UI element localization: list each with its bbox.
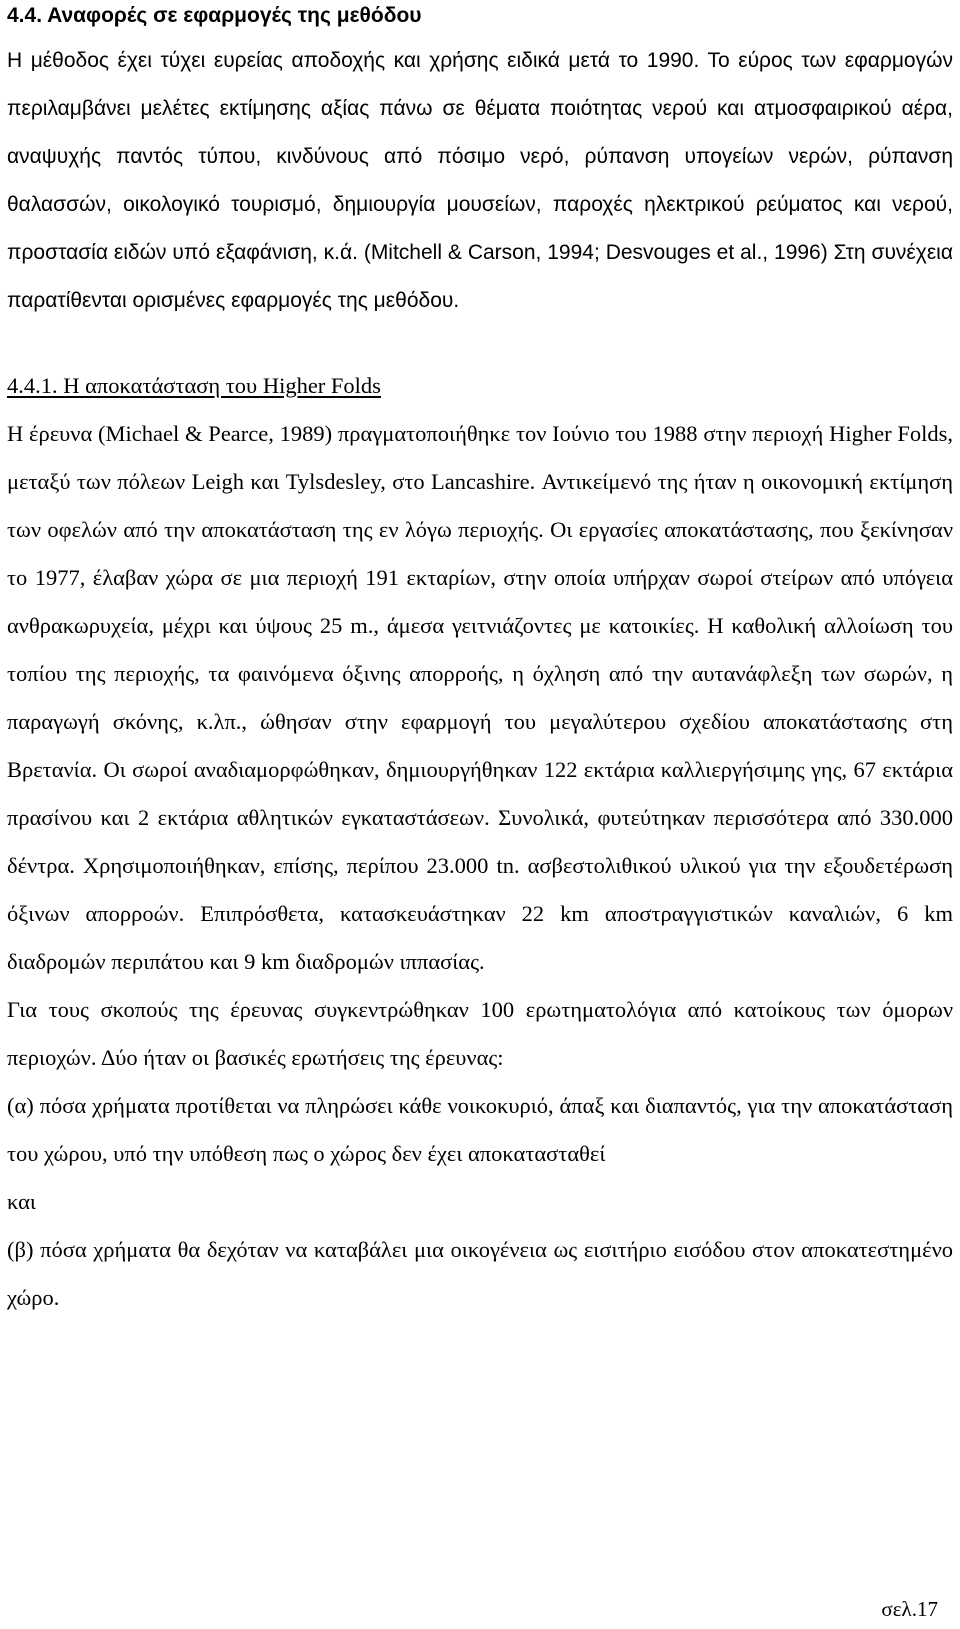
question-b: (β) πόσα χρήματα θα δεχόταν να καταβάλει μια οικογένεια ως εισιτήριο εισόδου στον αποκατεστημένο χώρο.: [7, 1237, 953, 1310]
document-page: [7, 0, 953, 1322]
question-a: (α) πόσα χρήματα προτίθεται να πληρώσει κάθε νοικοκυριό, άπαξ και διαπαντός, για την αποκατάσταση του χώρου, υπό την υπόθεση πως ο χώρος δεν έχει αποκατασταθεί: [7, 1093, 953, 1166]
section-title: 4.4. Αναφορές σε εφαρμογές της μεθόδου: [7, 4, 422, 27]
question-a-continuation: και: [7, 1189, 36, 1214]
intro-paragraph: Η μέθοδος έχει τύχει ευρείας αποδοχής και χρήσης ειδικά μετά το 1990. Το εύρος των εφαρμογών περιλαμβάνει μελέτες εκτίμησης αξίας πάνω σε θέματα ποιότητας νερού και ατμοσφαιρικού αέρα, αναψυχής παντός τύπου, κινδύνους από πόσιμο νερό, ρύπανση υπογείων νερών, ρύπανση θαλασσών, οικολογικό τουρισμό, δημιουργία μουσείων, παροχές ηλεκτρικού ρεύματος και νερού, προστασία ειδών υπό εξαφάνιση, κ.ά. (Mitchell & Carson, 1994; Desvouges et al., 1996) Στη συνέχεια παρατίθενται ορισμένες εφαρμογές της μεθόδου.: [7, 49, 953, 312]
body-paragraph: Η έρευνα (Michael & Pearce, 1989) πραγματοποιήθηκε τον Ιούνιο του 1988 στην περιοχή Higher Folds, μεταξύ των πόλεων Leigh και Tylsdesley, στο Lancashire. Αντικείμενό της ήταν η οικονομική εκτίμηση των οφελών από την αποκατάσταση της εν λόγω περιοχής. Οι εργασίες αποκατάστασης, που ξεκίνησαν το 1977, έλαβαν χώρα σε μια περιοχή 191 εκταρίων, στην οποία υπήρχαν σωροί στείρων από υπόγεια ανθρακωρυχεία, μέχρι και ύψους 25 m., άμεσα γειτνιάζοντες με κατοικίες. Η καθολική αλλοίωση του τοπίου της περιοχής, τα φαινόμενα όξινης απορροής, η όχληση από την αυτανάφλεξη των σωρών, η παραγωγή σκόνης, κ.λπ., ώθησαν στην εφαρμογή του μεγαλύτερου σχεδίου αποκατάστασης στη Βρετανία. Οι σωροί αναδιαμορφώθηκαν, δημιουργήθηκαν 122 εκτάρια καλλιεργήσιμης γης, 67 εκτάρια πρασίνου και 2 εκτάρια αθλητικών εγκαταστάσεων. Συνολικά, φυτεύτηκαν περισσότερα από 330.000 δέντρα. Χρησιμοποιήθηκαν, επίσης, περίπου 23.000 tn. ασβεστολιθικού υλικού για την εξουδετέρωση όξινων απορροών. Επιπρόσθετα, κατασκευάστηκαν 22 km αποστραγγιστικών καναλιών, 6 km διαδρομών περιπάτου και 9 km διαδρομών ιππασίας.: [7, 421, 953, 974]
subsection-title-text: 4.4.1. Η αποκατάσταση του Higher Folds: [7, 373, 381, 398]
page-number: σελ.17: [881, 1597, 938, 1621]
survey-paragraph: Για τους σκοπούς της έρευνας συγκεντρώθηκαν 100 ερωτηματολόγια από κατοίκους των όμορων περιοχών. Δύο ήταν οι βασικές ερωτήσεις της έρευνας:: [7, 997, 953, 1070]
subsection-title: [7, 362, 953, 410]
